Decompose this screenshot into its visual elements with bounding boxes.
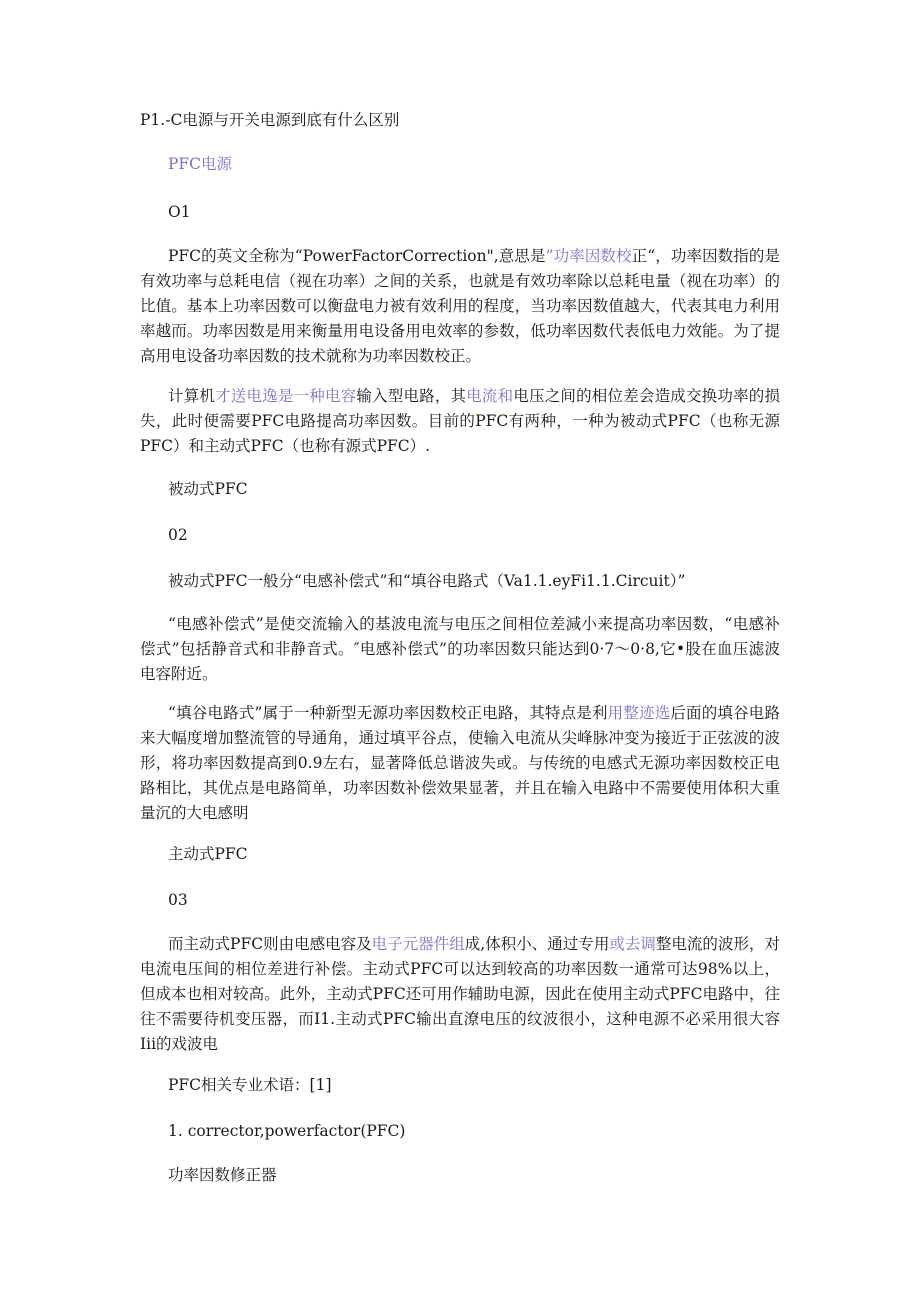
term-1-chinese: 功率因数修正器 [168, 1166, 277, 1184]
text-span: 成,体积小、通过专用 [464, 935, 610, 953]
text-span: PFC的英文全称为“PowerFactorCorrection",意思是 [168, 247, 546, 265]
term-1: 1. corrector,powerfactor(PFC) [168, 1122, 406, 1140]
pfc-power-link[interactable]: PFC电源 [168, 155, 233, 173]
text-span: 计算机 [168, 387, 216, 405]
passive-pfc-heading: 被动式PFC [168, 480, 248, 498]
text-span: 而主动式PFC则由电感电容及 [168, 935, 372, 953]
modulation-link[interactable]: 或去调 [609, 935, 656, 953]
passive-pfc-intro: 被动式PFC一般分“电感补偿式”和“填谷电路式（Va1.1.eyFi1.1.Circuit）” [168, 572, 686, 590]
current-link[interactable]: 电流和 [466, 387, 514, 405]
text-span: 电压之间的相位差会造成交换功率的损失，此时便需要PFC电路提高功率因数。目前的PFC有两种，一种为被动式PFC（也称无源PFC）和主动式PFC（也称有源式PFC）. [140, 387, 780, 455]
text-span: 后面的填谷电路来大幅度增加整流管的导通角，通过填平谷点，使输入电流从尖峰脉冲变为接近于正弦波的波形，将功率因数提高到0.9左右，显著降低总谐波失或。与传统的电感式无源功率因数校正电路相比，其优点是电路简单，功率因数补偿效果显著，并且在输入电路中不需要使用体积大重量沉的大电感明 [140, 704, 780, 822]
rectifier-link[interactable]: 用整迹选 [607, 704, 671, 722]
document-title: P1.-C电源与开关电源到底有什么区别 [140, 111, 400, 129]
paragraph-inductor-compensation: “电感补偿式”是使交流输入的基波电流与电压之间相位差減小来提高功率因数，“电感补偿式”包括静音式和非静音式。″电感补偿式”的功率因数只能达到0·7～0·8,它•股在血压滤波电容附近。 [140, 615, 780, 683]
section-number-01: O1 [168, 203, 191, 221]
text-span: 正“，功率因数指的是有效功率与总耗电信（视在功率）之间的关系，也就是有效功率除以总耗电量（视在功率）的比值。基本上功率因数可以衡盘电力被有效利用的程度，当功率因数值越大，代表其电力利用率越而。功率因数是用来衡量用电设备用电效率的参数，低功率因数代表低电力效能。为了提高用电设备功率因数的技术就称为功率因数校正。 [140, 247, 780, 365]
paragraph-pfc-definition [140, 244, 780, 369]
electronic-components-link[interactable]: 电子元器件组 [371, 935, 465, 953]
paragraph-computer-circuit [140, 384, 780, 459]
text-span: 输入型电路，其 [356, 387, 467, 405]
power-factor-correction-link[interactable]: ”功率因数校 [545, 247, 632, 265]
pfc-terms-heading: PFC相关专业术语：[1] [168, 1076, 332, 1094]
section-number-03: 03 [168, 891, 188, 909]
section-number-02: 02 [168, 526, 188, 544]
paragraph-valley-fill [140, 701, 780, 826]
text-span: 整电流的波形，对电流电压间的相位差进行补偿。主动式PFC可以达到较高的功率因数一通常可达98%以上，但成本也相对较高。此外，主动式PFC还可用作辅助电源，因此在使用主动式PFC电路中，往往不需要待机变压器，而I1.主动式PFC输出直潦电压的纹波很小，这种电源不必采用很大容Iii的戏波电 [140, 935, 780, 1053]
paragraph-active-pfc [140, 932, 780, 1057]
active-pfc-heading: 主动式PFC [168, 845, 248, 863]
capacitor-link[interactable]: 才送电逸是一种电容 [215, 387, 357, 405]
text-span: “填谷电路式”属于一种新型无源功率因数校正电路，其特点是利 [168, 704, 608, 722]
